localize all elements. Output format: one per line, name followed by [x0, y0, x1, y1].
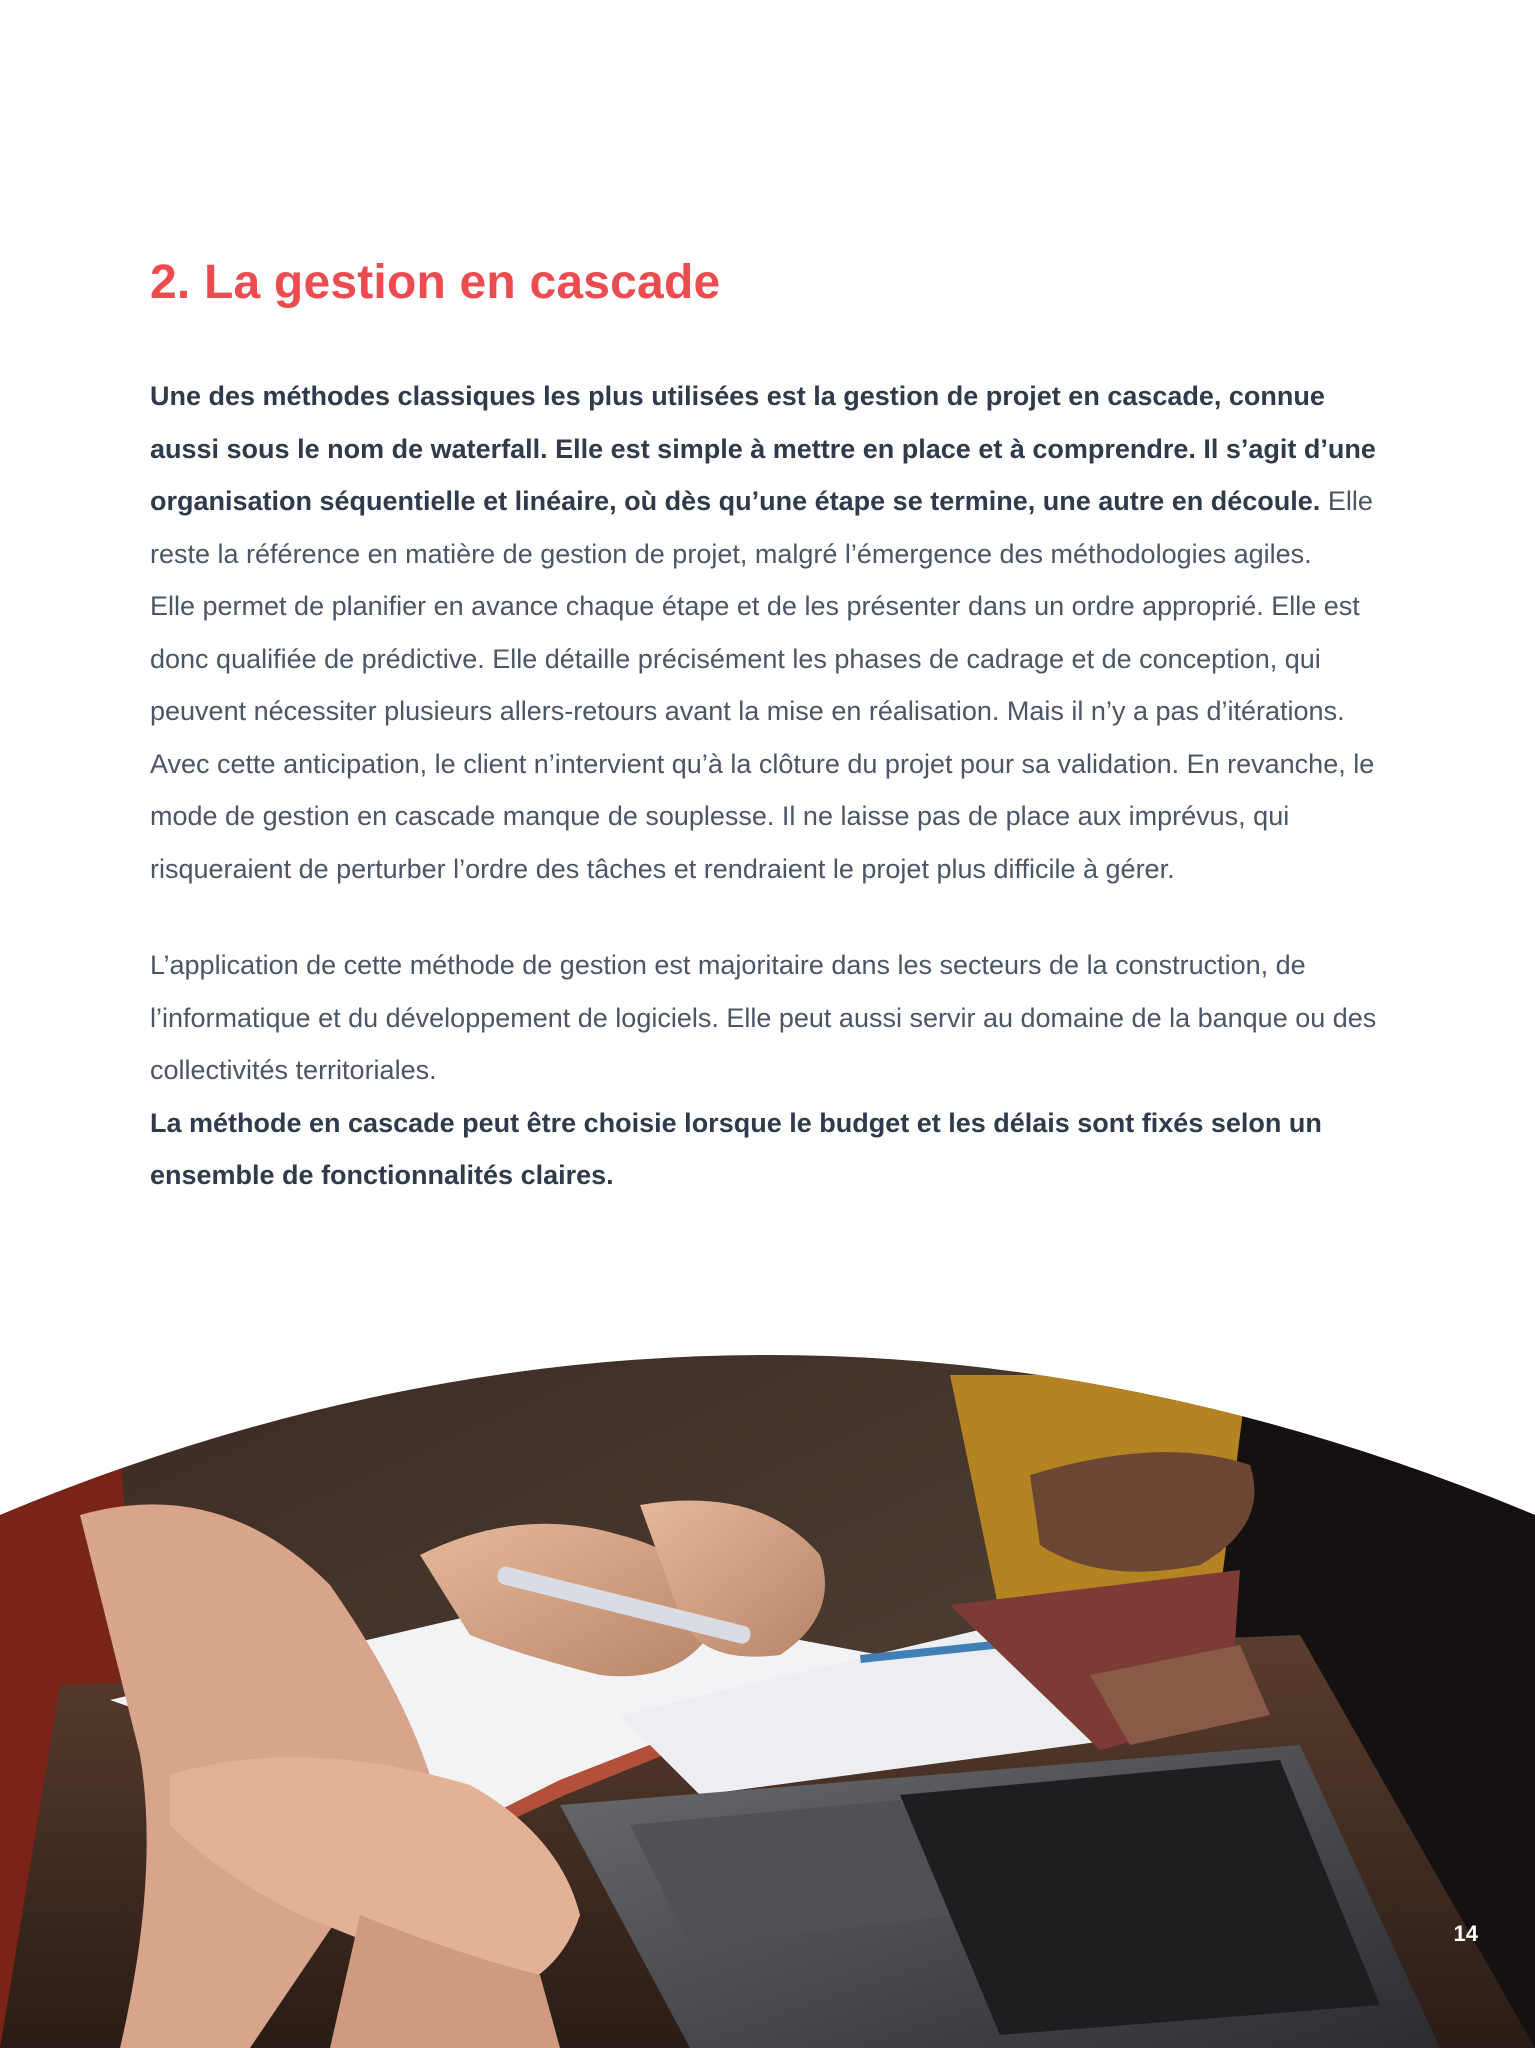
description-paragraph: Elle permet de planifier en avance chaque étape et de les présenter dans un ordre approprié. Elle est donc qualifiée de prédictive. Elle détaille précisément les phases de cadrage et de conception, qui peuvent nécessiter plusieurs allers-retours avant la mise en réalisation. Mais il n’y a pas d’itérations. Avec cette anticipation, le client n’intervient qu’à la clôture du projet pour sa validation. En revanche, le mode de gestion en cascade manque de souplesse. Il ne laisse pas de place aux imprévus, qui risqueraient de perturber l’ordre des tâches et rendraient le projet plus difficile à gérer.: [150, 591, 1375, 884]
section-title: 2. La gestion en cascade: [150, 256, 721, 309]
main-content: [150, 255, 1390, 1202]
conclusion-paragraph: [150, 1097, 1390, 1202]
application-paragraph: L’application de cette méthode de gestion est majoritaire dans les secteurs de la construction, de l’informatique et du développement de logiciels. Elle peut aussi servir au domaine de la banque ou des collectivités territoriales.: [150, 950, 1377, 1085]
team-meeting-photo: [0, 1355, 1535, 2048]
intro-bold-text: Une des méthodes classiques les plus utilisées est la gestion de projet en cascade, connue aussi sous le nom de waterfall. Elle est simple à mettre en place et à comprendre. Il s’agit d’une organisation séquentielle et linéaire, où dès qu’une étape se termine, une autre en découle.: [150, 381, 1376, 516]
intro-regular-text: Elle reste la référence en matière de gestion de projet, malgré l’émergence des méthodologies agiles.: [150, 486, 1373, 569]
conclusion-bold-text: La méthode en cascade peut être choisie lorsque le budget et les délais sont fixés selon un ensemble de fonctionnalités claires.: [150, 1107, 1322, 1190]
page-number: 14: [1453, 1921, 1478, 1946]
intro-paragraph: [150, 370, 1390, 580]
